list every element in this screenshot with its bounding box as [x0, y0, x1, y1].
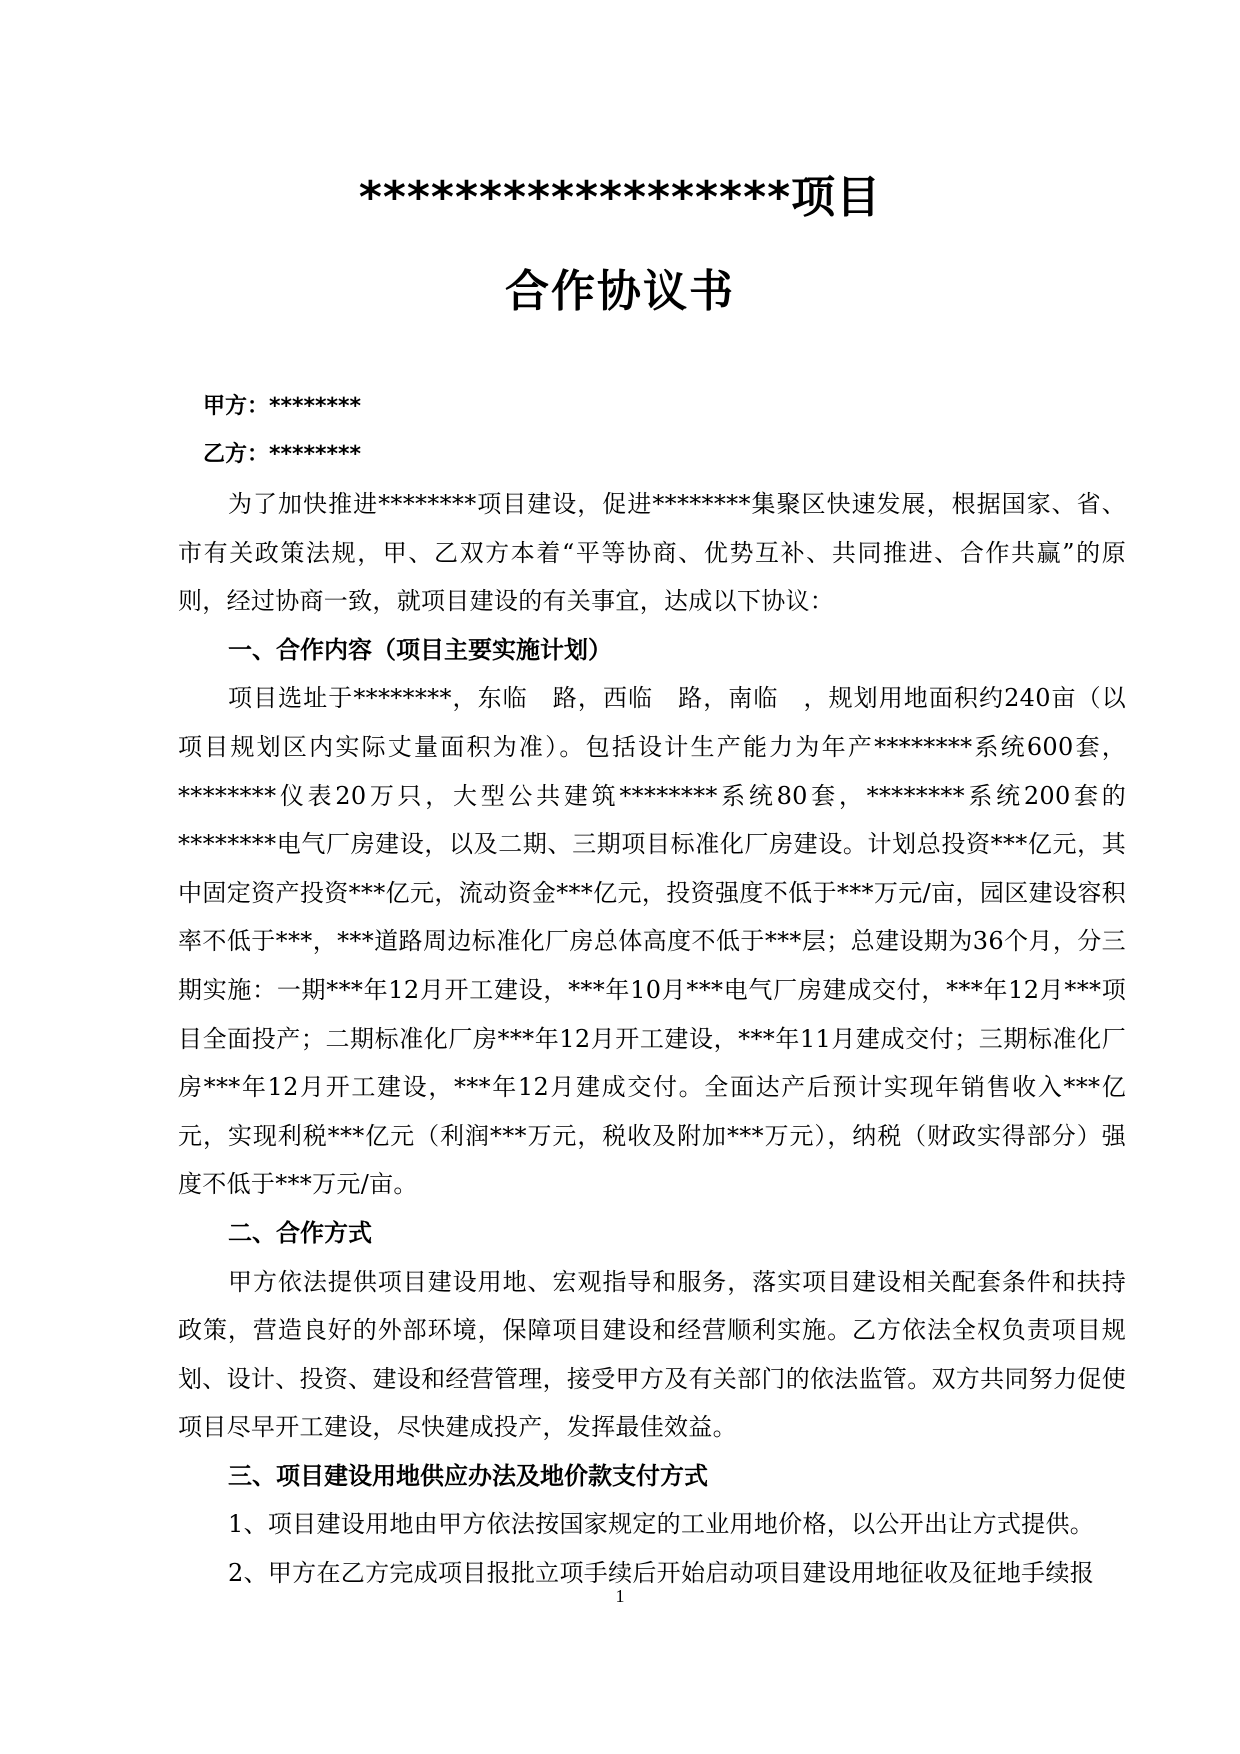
section2-heading: 二、合作方式 — [228, 1218, 372, 1247]
section1-heading: 一、合作内容（项目主要实施计划） — [228, 635, 612, 664]
section2-paragraph: 甲方依法提供项目建设用地、宏观指导和服务，落实项目建设相关配套条件和扶持政策，营造良好的外部环境，保障项目建设和经营顺利实施。乙方依法全权负责项目规划、设计、投资、建设和经营管理，接受甲方及有关部门的依法监管。双方共同努力促使项目尽早开工建设，尽快建成投产，发挥最佳效益。 — [178, 1267, 1126, 1442]
document-title-line1: ******************项目 — [358, 172, 882, 223]
page-number: 1 — [615, 1586, 625, 1606]
section1-paragraph: 项目选址于********，东临 路，西临 路，南临 ，规划用地面积约240亩（以项目规划区内实际丈量面积为准）。包括设计生产能力为年产********系统600套，********仪表20万只，大型公共建筑********系统80套，********系统200套的********电气厂房建设，以及二期、三期项目标准化厂房建设。计划总投资***亿元，其中固定资产投资***亿元，流动资金***亿元，投资强度不低于***万元/亩，园区建设容积率不低于***，***道路周边标准化厂房总体高度不低于***层；总建设期为36个月，分三期实施：一期***年12月开工建设，***年10月***电气厂房建成交付，***年12月***项目全面投产；二期标准化厂房***年12月开工建设，***年11月建成交付；三期标准化厂房***年12月开工建设，***年12月建成交付。全面达产后预计实现年销售收入***亿元，实现利税***亿元（利润***万元，税收及附加***万元），纳税（财政实得部分）强度不低于***万元/亩。 — [178, 684, 1126, 1199]
document-title-line2: 合作协议书 — [505, 266, 735, 317]
intro-paragraph: 为了加快推进********项目建设，促进********集聚区快速发展，根据国家、省、市有关政策法规，甲、乙双方本着“平等协商、优势互补、共同推进、合作共赢”的原则，经过协商一致，就项目建设的有关事宜，达成以下协议： — [178, 490, 1126, 616]
document-body — [178, 480, 1126, 1598]
party-b: 乙方：******** — [203, 442, 362, 467]
section3-heading: 三、项目建设用地供应办法及地价款支付方式 — [228, 1461, 708, 1490]
section3-item-2: 2、甲方在乙方完成项目报批立项手续后开始启动项目建设用地征收及征地手续报 — [228, 1559, 1095, 1588]
section3-item-1: 1、项目建设用地由甲方依法按国家规定的工业用地价格，以公开出让方式提供。 — [228, 1510, 1095, 1539]
party-a: 甲方：******** — [203, 394, 362, 419]
